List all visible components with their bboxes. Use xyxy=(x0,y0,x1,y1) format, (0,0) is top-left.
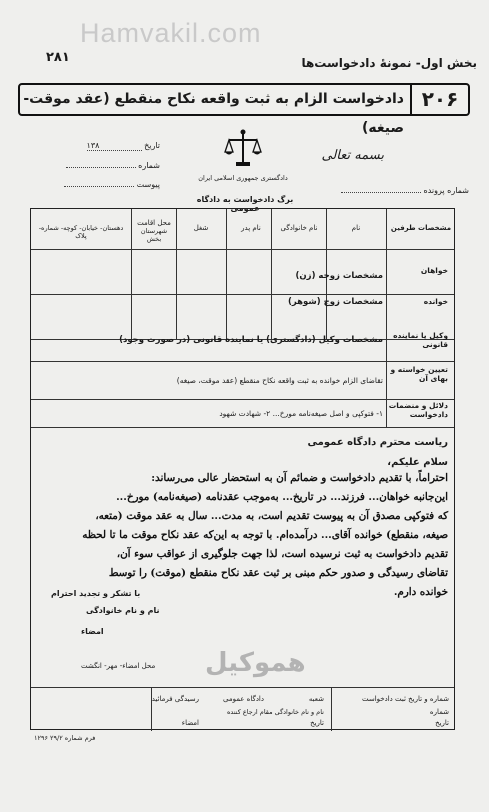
col-divider xyxy=(151,687,152,731)
body-line: که فتوکپی مصدق آن به پیوست تقدیم است، به مدت... سال به عقد موقت (متعه، xyxy=(95,510,448,522)
closing: با تشکر و تجدید احترام xyxy=(51,589,141,598)
hamvakil-watermark: هموکیل xyxy=(205,648,306,678)
reg-date: تاریخ xyxy=(435,719,449,727)
reg-number: شماره xyxy=(429,708,449,716)
claim-value: تقاضای الزام خوانده به ثبت واقعه نکاح منقطع (عقد موقت، صیغه) xyxy=(176,376,383,385)
addressee: ریاست محترم دادگاه عمومی xyxy=(307,437,448,448)
form-title-bar xyxy=(18,83,470,136)
page-number: ۲۸۱ xyxy=(46,50,70,65)
date-value: ۱۳۸ xyxy=(87,141,142,151)
defendant-label: خوانده xyxy=(423,297,448,306)
seal-line: محل امضاء- مهر- انگشت xyxy=(81,662,156,670)
number-label: شماره xyxy=(138,161,160,170)
footer-date: تاریخ xyxy=(310,719,324,727)
col-divider xyxy=(386,209,387,427)
footer-referrer: نام و نام خانوادگی مقام ارجاع کننده xyxy=(227,708,324,716)
row-divider xyxy=(31,399,454,400)
col-divider xyxy=(131,209,132,339)
col-first-name: نام xyxy=(351,224,361,232)
footer-court: دادگاه عمومی xyxy=(223,695,264,703)
case-number-field xyxy=(319,186,469,195)
row-divider xyxy=(31,249,454,250)
claim-label: تعیین خواسته و بهای آن xyxy=(390,365,448,383)
reg-label: شماره و تاریخ ثبت دادخواست xyxy=(361,695,449,703)
signature-line: امضاء xyxy=(81,627,104,636)
body-line: تقاضای رسیدگی و صدور حکم مبنی بر ثبت عقد نکاح منقطع (موقت) را توسط xyxy=(108,567,448,579)
col-parties: مشخصات طرفین xyxy=(390,224,452,232)
form-code: فرم شماره ۲۹/۲ ۱۲۹۶ xyxy=(34,734,96,742)
row-divider xyxy=(31,294,454,295)
row-divider xyxy=(31,361,454,362)
lawyer-label: وکیل یا نماینده قانونی xyxy=(393,331,448,349)
col-job: شغل xyxy=(193,224,209,232)
body-line: صیغه، منقطع) خوانده آقای... درآمده‌ام. با توجه به این‌که عقد نکاح موقت ما تا لحظه xyxy=(82,529,448,541)
col-residence-label: محل اقامت xyxy=(137,219,171,227)
date-field xyxy=(40,141,160,151)
body-line: این‌جانبه خواهان... فرزند... در تاریخ... به‌موجب عقدنامه (صیغه‌نامه) مورخ... xyxy=(116,491,448,503)
greeting: سلام علیکم، xyxy=(387,457,448,468)
row-divider xyxy=(31,687,454,688)
date-label: تاریخ xyxy=(144,141,160,150)
col-last-name: نام خانوادگی xyxy=(280,224,318,232)
bismillah: بسمه تعالی xyxy=(321,148,384,163)
lawyer-value: مشخصات وکیل (دادگستری) یا نماینده قانونی (در صورت وجود) xyxy=(119,335,383,345)
defendant-value: مشخصات زوج (شوهر) xyxy=(287,297,383,307)
footer-branch: شعبه xyxy=(308,695,324,703)
sheet-caption: برگ دادخواست به دادگاه عمومی xyxy=(196,195,294,213)
col-divider xyxy=(331,687,332,731)
col-residence-sub1: شهرستان xyxy=(140,227,168,235)
body-line: احتراماً، با تقدیم دادخواست و ضمائم آن به استحضار عالی می‌رساند: xyxy=(151,472,448,484)
form-title: دادخواست الزام به ثبت واقعه نکاح منقطع (عقد موقت- صیغه) xyxy=(23,91,404,136)
evidence-label: دلائل و منضمات دادخواست xyxy=(388,401,448,419)
case-number-dots xyxy=(341,192,421,193)
plaintiff-value: مشخصات زوجه (زن) xyxy=(295,271,383,281)
name-line: نام و نام خانوادگی xyxy=(86,606,160,615)
case-number-label: شماره پرونده xyxy=(423,186,469,195)
col-residence-sub2: بخش xyxy=(146,235,162,243)
attachment-dots xyxy=(64,186,134,187)
body-line: خوانده دارم. xyxy=(393,586,448,598)
attachment-label: پیوست xyxy=(136,180,160,189)
attachment-field xyxy=(40,180,160,189)
footer-sign: امضاء xyxy=(181,719,199,727)
row-divider xyxy=(31,427,454,428)
number-dots xyxy=(66,167,136,168)
judiciary-emblem-icon xyxy=(224,128,262,170)
number-field xyxy=(40,161,160,170)
col-residence xyxy=(133,219,175,243)
col-address: دهستان- خیابان- کوچه- شماره- پلاک xyxy=(38,224,124,240)
site-watermark: Hamvakil.com xyxy=(80,18,262,48)
col-divider xyxy=(176,209,177,339)
form-number: ۲۰۶ xyxy=(410,85,468,114)
footer-instruction: رسیدگی فرمائید xyxy=(151,695,199,703)
evidence-value: ۱- فتوکپی و اصل صیغه‌نامه مورخ... ۲- شهادت شهود xyxy=(219,409,383,418)
section-title: بخش اول- نمونهٔ دادخواست‌ها xyxy=(301,56,477,70)
plaintiff-label: خواهان xyxy=(420,266,448,275)
col-father-name: نام پدر xyxy=(241,224,261,232)
body-line: تقدیم دادخواست به ثبت نرسیده است، لذا جهت جلوگیری از عواقب سوء آن، xyxy=(116,548,448,560)
emblem-caption: دادگستری جمهوری اسلامی ایران xyxy=(198,174,288,182)
